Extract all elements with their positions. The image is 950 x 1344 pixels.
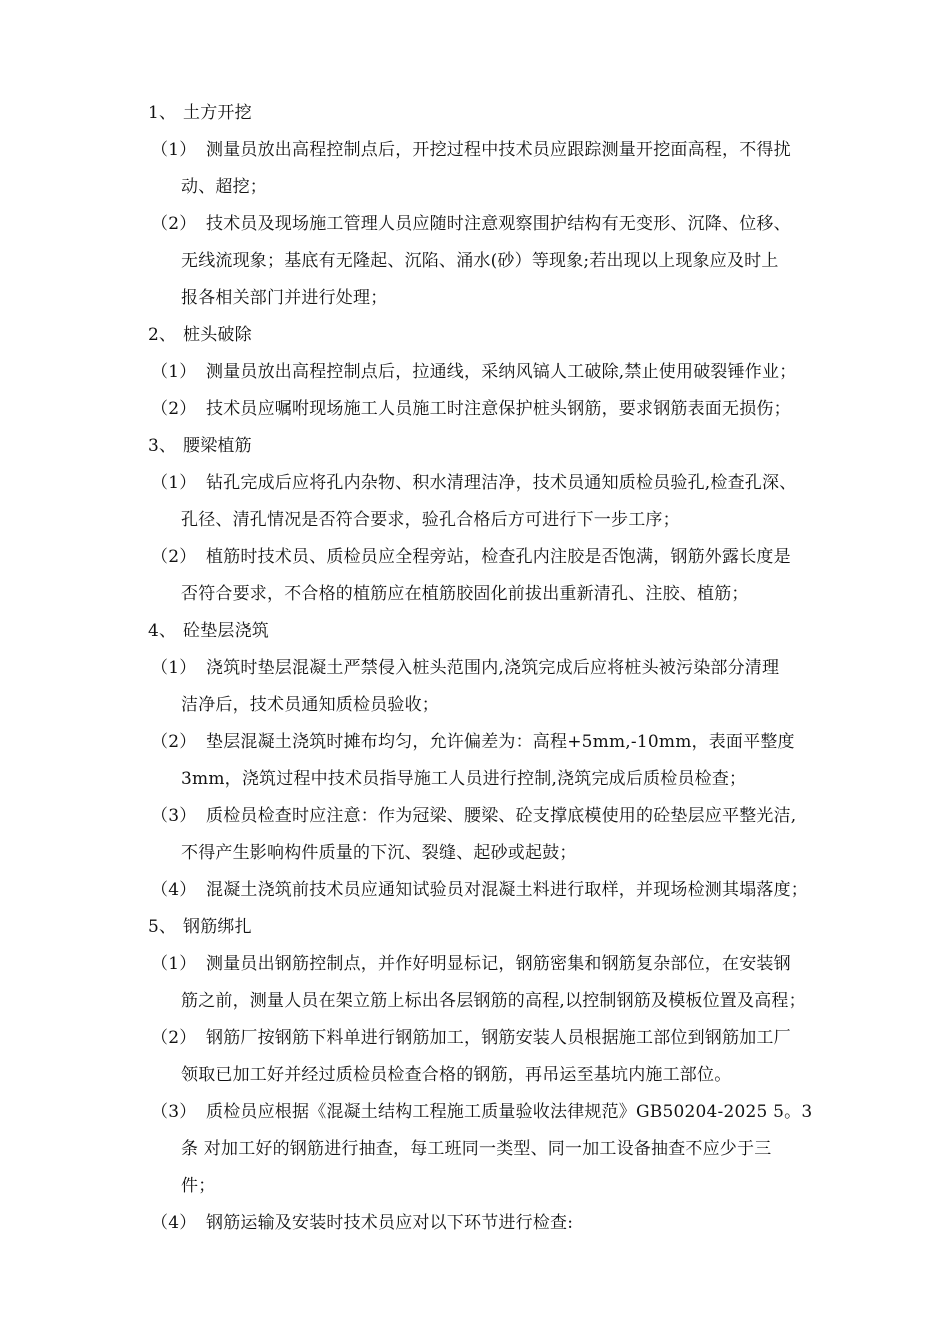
item-number: （2） (151, 732, 197, 752)
section-title: 钢筋绑扎 (183, 917, 252, 937)
item-number: （4） (151, 1213, 197, 1233)
item-text-line: 3mm，浇筑过程中技术员指导施工人员进行控制,浇筑完成后质检员检查； (181, 769, 747, 789)
section-title: 腰梁植筋 (183, 436, 252, 456)
item-number: （1） (151, 954, 197, 974)
section-title: 砼垫层浇筑 (183, 621, 269, 641)
section-title: 土方开挖 (183, 103, 252, 123)
item-text-line: 领取已加工好并经过质检员检查合格的钢筋，再吊运至基坑内施工部位。 (181, 1065, 732, 1085)
item-text-line: 洁净后，技术员通知质检员验收； (181, 695, 439, 715)
section-number: 2、 (148, 325, 177, 345)
item-text-line: 否符合要求，不合格的植筋应在植筋胶固化前拔出重新清孔、注胶、植筋； (181, 584, 749, 604)
section-title: 桩头破除 (183, 325, 252, 345)
item-text-line: 钢筋运输及安装时技术员应对以下环节进行检查: (206, 1213, 574, 1233)
item-text-line: 件； (181, 1176, 216, 1196)
item-text-line: 测量员放出高程控制点后，拉通线，采纳风镐人工破除,禁止使用破裂锤作业； (206, 362, 797, 382)
item-text-line: 无线流现象；基底有无隆起、沉陷、涌水(砂）等现象;若出现以上现象应及时上 (181, 251, 779, 271)
item-text-line: 质检员检查时应注意：作为冠梁、腰梁、砼支撑底模使用的砼垫层应平整光洁, (206, 806, 797, 826)
item-number: （3） (151, 806, 197, 826)
section-number: 3、 (148, 436, 177, 456)
item-number: （2） (151, 1028, 197, 1048)
item-text-line: 质检员应根据《混凝土结构工程施工质量验收法律规范》GB50204-2025 5。3 (206, 1102, 813, 1122)
item-text-line: 测量员出钢筋控制点，并作好明显标记，钢筋密集和钢筋复杂部位，在安装钢 (206, 954, 791, 974)
item-text-line: 动、超挖； (181, 177, 267, 197)
item-text-line: 测量员放出高程控制点后，开挖过程中技术员应跟踪测量开挖面高程，不得扰 (206, 140, 791, 160)
item-text-line: 植筋时技术员、质检员应全程旁站，检查孔内注胶是否饱满，钢筋外露长度是 (206, 547, 791, 567)
item-text-line: 孔径、清孔情况是否符合要求，验孔合格后方可进行下一步工序； (181, 510, 680, 530)
item-number: （2） (151, 214, 197, 234)
section-number: 4、 (148, 621, 177, 641)
item-number: （1） (151, 140, 197, 160)
item-number: （1） (151, 658, 197, 678)
item-number: （2） (151, 547, 197, 567)
item-number: （3） (151, 1102, 197, 1122)
item-text-line: 筋之前，测量人员在架立筋上标出各层钢筋的高程,以控制钢筋及模板位置及高程； (181, 991, 806, 1011)
item-text-line: 钻孔完成后应将孔内杂物、积水清理洁净，技术员通知质检员验孔,检查孔深、 (206, 473, 797, 493)
item-text-line: 混凝土浇筑前技术员应通知试验员对混凝土料进行取样，并现场检测其塌落度； (206, 880, 808, 900)
section-number: 5、 (148, 917, 177, 937)
item-text-line: 钢筋厂按钢筋下料单进行钢筋加工，钢筋安装人员根据施工部位到钢筋加工厂 (206, 1028, 791, 1048)
item-text-line: 条 对加工好的钢筋进行抽查，每工班同一类型、同一加工设备抽查不应少于三 (181, 1139, 772, 1159)
item-number: （1） (151, 362, 197, 382)
item-number: （4） (151, 880, 197, 900)
section-number: 1、 (148, 103, 177, 123)
item-text-line: 垫层混凝土浇筑时摊布均匀，允许偏差为：高程+5mm,-10mm，表面平整度 (206, 732, 795, 752)
item-text-line: 报各相关部门并进行处理； (181, 288, 388, 308)
item-text-line: 不得产生影响构件质量的下沉、裂缝、起砂或起鼓； (181, 843, 577, 863)
item-text-line: 技术员应嘱咐现场施工人员施工时注意保护桩头钢筋，要求钢筋表面无损伤； (206, 399, 791, 419)
item-text-line: 浇筑时垫层混凝土严禁侵入桩头范围内,浇筑完成后应将桩头被污染部分清理 (206, 658, 780, 678)
item-number: （2） (151, 399, 197, 419)
item-text-line: 技术员及现场施工管理人员应随时注意观察围护结构有无变形、沉降、位移、 (206, 214, 791, 234)
item-number: （1） (151, 473, 197, 493)
